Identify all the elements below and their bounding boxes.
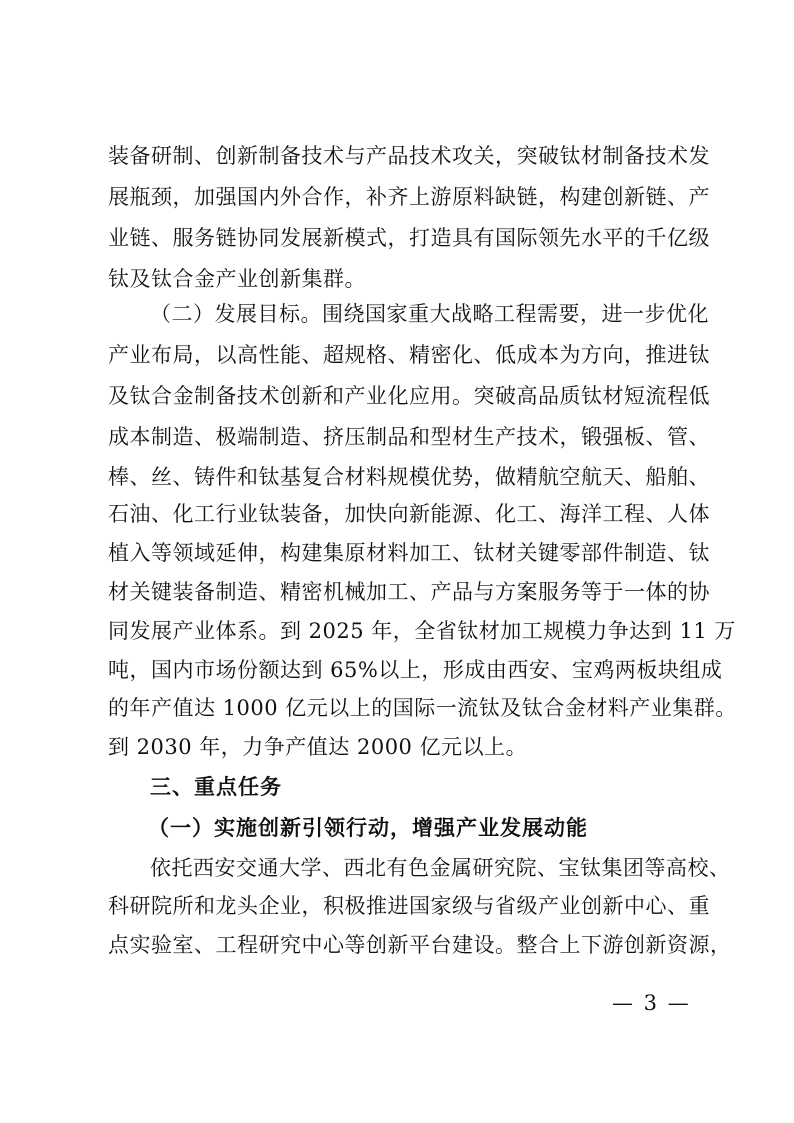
paragraph-line: 科研院所和龙头企业，积极推进国家级与省级产业创新中心、重 (108, 894, 710, 918)
paragraph-line: 产业布局，以高性能、超规格、精密化、低成本为方向，推进钛 (108, 343, 710, 367)
paragraph-line: 吨，国内市场份额达到 65%以上，形成由西安、宝鸡两板块组成 (108, 658, 723, 682)
paragraph-line: 植入等领域延伸，构建集原材料加工、钛材关键零部件制造、钛 (108, 541, 710, 565)
paragraph-line: 依托西安交通大学、西北有色金属研究院、宝钛集团等高校、 (150, 856, 731, 880)
paragraph-line: 钛及钛合金产业创新集群。 (108, 267, 366, 291)
paragraph-line: （二）发展目标。围绕国家重大战略工程需要，进一步优化 (150, 302, 709, 326)
paragraph-line: 同发展产业体系。到 2025 年，全省钛材加工规模力争达到 11 万 (108, 619, 736, 643)
paragraph-line: 到 2030 年，力争产值达 2000 亿元以上。 (108, 735, 528, 759)
paragraph-line: 装备研制、创新制备技术与产品技术攻关，突破钛材制备技术发 (108, 144, 710, 168)
paragraph-line: 展瓶颈，加强国内外合作，补齐上游原料缺链，构建创新链、产 (108, 185, 710, 209)
page-number: — 3 — (612, 991, 691, 1015)
paragraph-line: 的年产值达 1000 亿元以上的国际一流钛及钛合金材料产业集群。 (108, 696, 737, 720)
subsection-heading: （一）实施创新引领行动，增强产业发展动能 (148, 815, 588, 840)
paragraph-line: 成本制造、极端制造、挤压制品和型材生产技术，锻强板、管、 (108, 425, 710, 449)
paragraph-line: 及钛合金制备技术创新和产业化应用。突破高品质钛材短流程低 (108, 384, 710, 408)
paragraph-line: 业链、服务链协同发展新模式，打造具有国际领先水平的千亿级 (108, 226, 710, 250)
paragraph-line: 点实验室、工程研究中心等创新平台建设。整合上下游创新资源， (108, 933, 732, 957)
paragraph-line: 石油、化工行业钛装备，加快向新能源、化工、海洋工程、人体 (108, 502, 710, 526)
paragraph-line: 材关键装备制造、精密机械加工、产品与方案服务等于一体的协 (108, 580, 710, 604)
paragraph-line: 棒、丝、铸件和钛基复合材料规模优势，做精航空航天、船舶、 (108, 465, 710, 489)
section-heading: 三、重点任务 (150, 775, 282, 799)
